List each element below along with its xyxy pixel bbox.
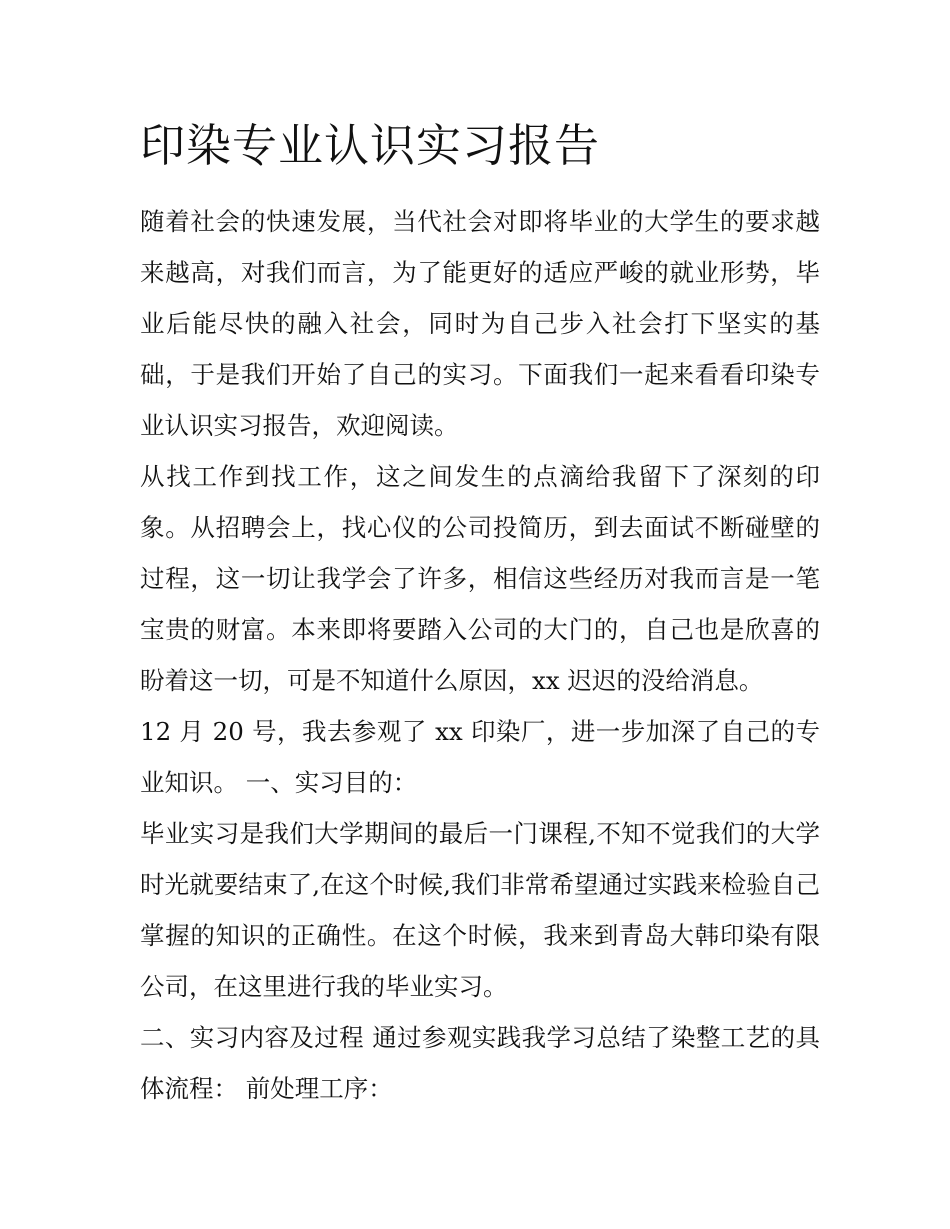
paragraph-intro: 随着社会的快速发展，当代社会对即将毕业的大学生的要求越来越高，对我们而言，为了能更好的适应严峻的就业形势，毕业后能尽快的融入社会，同时为自己步入社会打下坚实的基础，于是我们开始了自己的实习。下面我们一起来看看印染专业认识实习报告，欢迎阅读。 xyxy=(140,207,820,440)
paragraph-visit: 12 月 20 号，我去参观了 xx 印染厂，进一步加深了自己的专业知识。 一、实习目的： xyxy=(140,717,820,797)
paragraph-purpose: 毕业实习是我们大学期间的最后一门课程,不知不觉我们的大学时光就要结束了,在这个时候,我们非常希望通过实践来检验自己掌握的知识的正确性。在这个时候，我来到青岛大韩印染有限公司，在这里进行我的毕业实习。 xyxy=(140,819,820,1001)
document-title: 印染专业认识实习报告 xyxy=(140,119,601,172)
paragraph-content: 二、实习内容及过程 通过参观实践我学习总结了染整工艺的具体流程： 前处理工序： xyxy=(140,1023,820,1103)
paragraph-job-search: 从找工作到找工作，这之间发生的点滴给我留下了深刻的印象。从招聘会上，找心仪的公司投简历，到去面试不断碰壁的过程，这一切让我学会了许多，相信这些经历对我而言是一笔宝贵的财富。本来即将要踏入公司的大门的，自己也是欣喜的盼着这一切，可是不知道什么原因，xx 迟迟的没给消息。 xyxy=(140,462,820,695)
document-page xyxy=(140,112,820,1114)
